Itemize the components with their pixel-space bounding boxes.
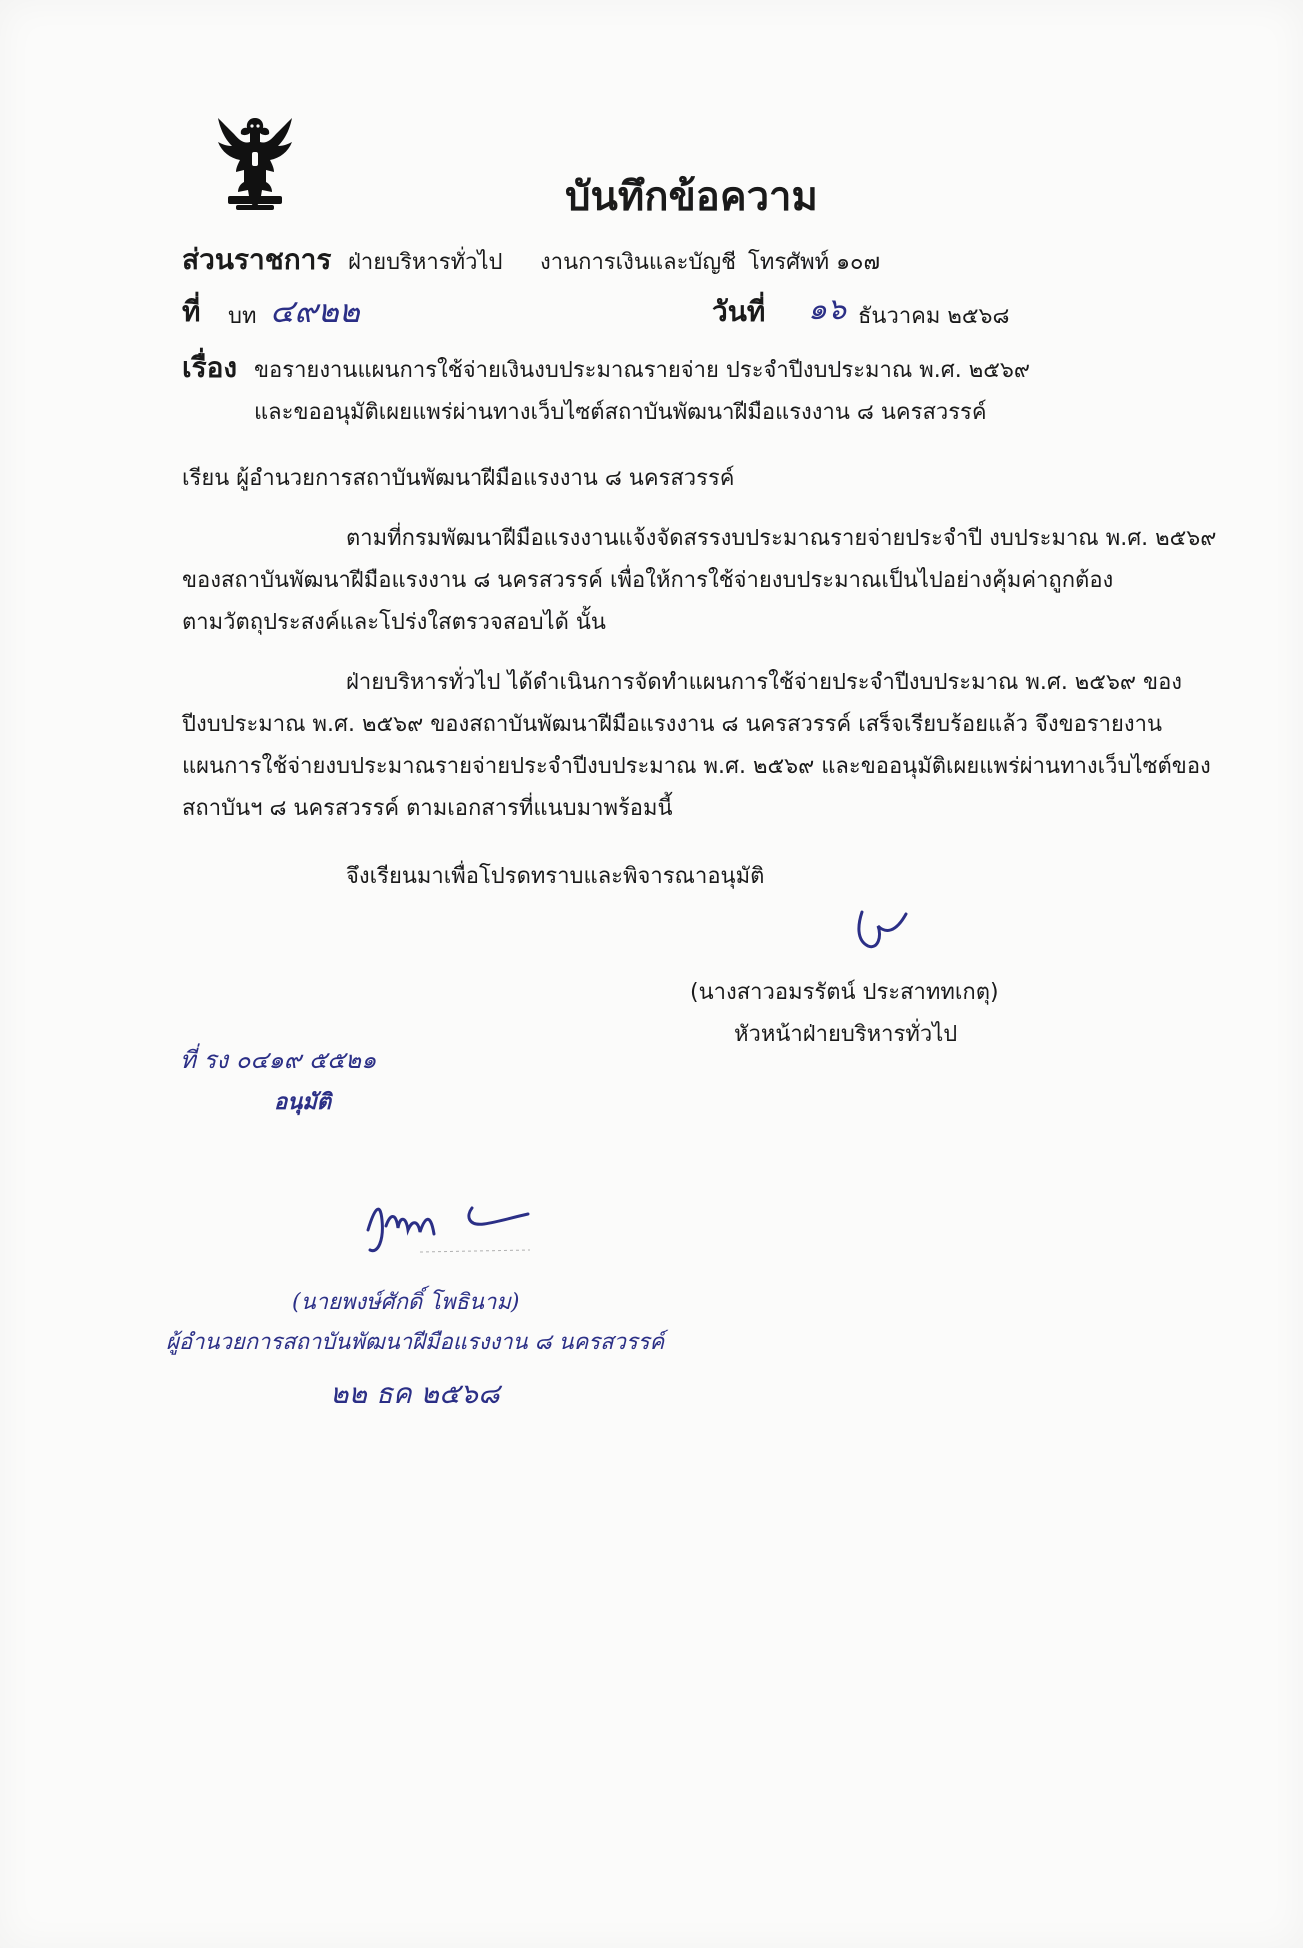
subject-label: เรื่อง xyxy=(182,351,238,384)
memo-title: บันทึกข้อความ xyxy=(565,174,818,220)
agency-dept: ฝ่ายบริหารทั่วไป xyxy=(348,250,503,275)
para2-line-1: ฝ่ายบริหารทั่วไป ได้ดำเนินการจัดทำแผนการใช้จ่ายประจำปีงบประมาณ พ.ศ. ๒๕๖๙ ของ xyxy=(346,670,1183,695)
date-rest: ธันวาคม ๒๕๖๘ xyxy=(858,304,1010,329)
agency-phone: โทรศัพท์ ๑๐๗ xyxy=(748,250,881,275)
date-day-handwritten: ๑๖ xyxy=(808,292,847,327)
approval-status-handwritten: อนุมัติ xyxy=(274,1089,332,1115)
subject-line-2: และขออนุมัติเผยแพร่ผ่านทางเว็บไซต์สถาบันพัฒนาฝีมือแรงงาน ๘ นครสวรรค์ xyxy=(254,400,987,425)
approver-name: (นายพงษ์ศักดิ์ โพธินาม) xyxy=(292,1290,520,1315)
sender-signature xyxy=(848,906,918,956)
agency-label: ส่วนราชการ xyxy=(182,243,332,276)
approval-ref-handwritten: ที่ รง ๐๔๑๙ ๕๕๒๑ xyxy=(180,1046,377,1074)
subject-line-1: ขอรายงานแผนการใช้จ่ายเงินงบประมาณรายจ่าย ประจำปีงบประมาณ พ.ศ. ๒๕๖๙ xyxy=(254,358,1030,383)
ref-prefix: บท xyxy=(228,304,257,329)
para2-line-2: ปีงบประมาณ พ.ศ. ๒๕๖๙ ของสถาบันพัฒนาฝีมือแรงงาน ๘ นครสวรรค์ เสร็จเรียบร้อยแล้ว จึงขอรายงาน xyxy=(182,712,1163,737)
sender-name: (นางสาวอมรรัตน์ ประสาททเกตุ) xyxy=(690,980,999,1005)
closing-line: จึงเรียนมาเพื่อโปรดทราบและพิจารณาอนุมัติ xyxy=(346,864,765,889)
sender-position: หัวหน้าฝ่ายบริหารทั่วไป xyxy=(734,1022,958,1047)
para2-line-3: แผนการใช้จ่ายงบประมาณรายจ่ายประจำปีงบประมาณ พ.ศ. ๒๕๖๙ และขออนุมัติเผยแพร่ผ่านทางเว็บไซต์ของ xyxy=(182,754,1211,779)
date-label: วันที่ xyxy=(712,295,766,328)
approval-date-handwritten: ๒๒ ธค ๒๕๖๘ xyxy=(330,1377,500,1410)
ref-label: ที่ xyxy=(182,295,201,328)
para1-line-1: ตามที่กรมพัฒนาฝีมือแรงงานแจ้งจัดสรรงบประมาณรายจ่ายประจำปี งบประมาณ พ.ศ. ๒๕๖๙ xyxy=(346,526,1217,551)
para1-line-3: ตามวัตถุประสงค์และโปร่งใสตรวจสอบได้ นั้น xyxy=(182,610,606,635)
agency-unit: งานการเงินและบัญชี xyxy=(540,250,737,275)
para2-line-4: สถาบันฯ ๘ นครสวรรค์ ตามเอกสารที่แนบมาพร้อมนี้ xyxy=(182,796,673,821)
approver-signature xyxy=(360,1190,540,1260)
approver-position: ผู้อำนวยการสถาบันพัฒนาฝีมือแรงงาน ๘ นครสวรรค์ xyxy=(166,1330,665,1355)
ref-number-handwritten: ๔๙๒๒ xyxy=(270,292,360,330)
to-line: เรียน ผู้อำนวยการสถาบันพัฒนาฝีมือแรงงาน ๘ นครสวรรค์ xyxy=(182,466,735,491)
para1-line-2: ของสถาบันพัฒนาฝีมือแรงงาน ๘ นครสวรรค์ เพื่อให้การใช้จ่ายงบประมาณเป็นไปอย่างคุ้มค่าถูกต้อง xyxy=(182,568,1114,593)
